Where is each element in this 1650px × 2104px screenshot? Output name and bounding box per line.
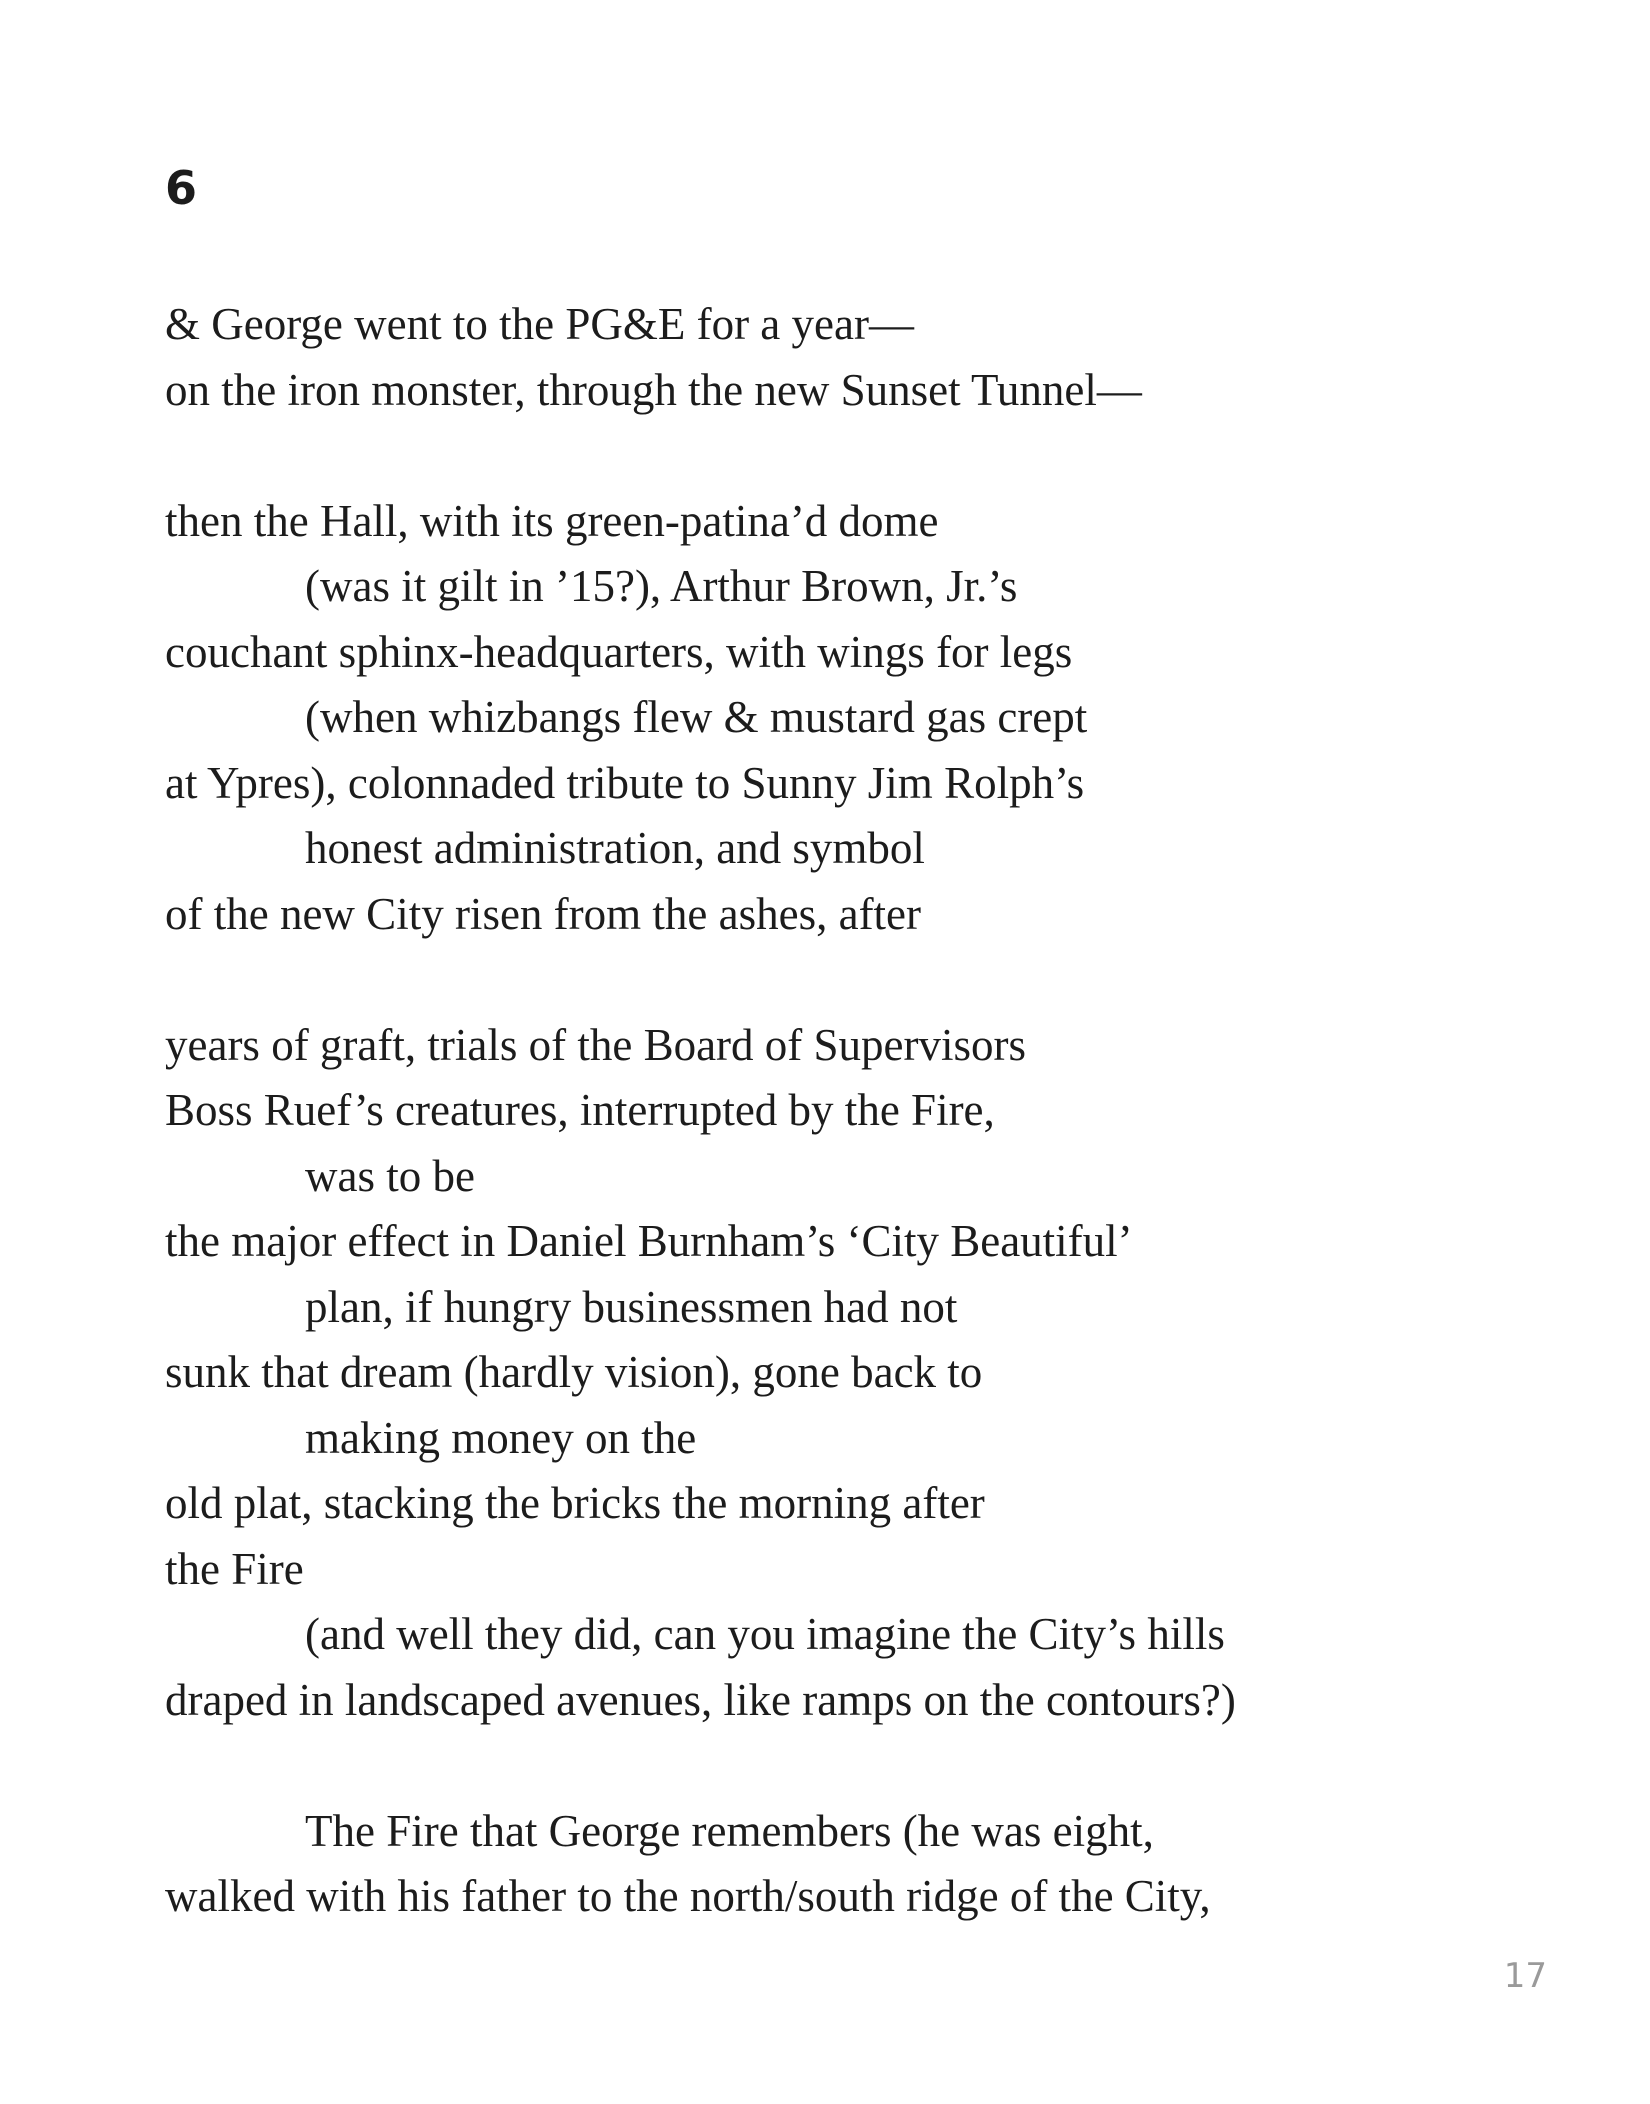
poem-line: Boss Ruef’s creatures, interrupted by the Fire, (165, 1085, 995, 1135)
stanza-break (165, 423, 1465, 489)
poem-line-indented: making money on the (305, 1412, 697, 1463)
poem-line: then the Hall, with its green-patina’d dome (165, 495, 939, 546)
stanza-break (165, 1733, 1465, 1799)
stanza (165, 1013, 1465, 1734)
stanza-break (165, 947, 1465, 1013)
poem-line: at Ypres), colonnaded tribute to Sunny Jim Rolph’s (165, 757, 1085, 808)
poem-line-indented: The Fire that George remembers (he was eight, (305, 1805, 1154, 1856)
poem-line: sunk that dream (hardly vision), gone back to (165, 1347, 983, 1397)
poem-line-indented: honest administration, and symbol (305, 823, 925, 873)
poem-body (165, 292, 1465, 1930)
poem-line: & George went to the PG&E for a year— (165, 299, 914, 349)
poem-line: draped in landscaped avenues, like ramps on the contours?) (165, 1674, 1236, 1725)
poem-line-indented: (was it gilt in ’15?), Arthur Brown, Jr.’s (305, 561, 1018, 611)
poem-line-indented: (and well they did, can you imagine the City’s hills (305, 1609, 1225, 1659)
stanza (165, 489, 1465, 948)
stanza (165, 292, 1465, 423)
poem-line: of the new City risen from the ashes, after (165, 888, 922, 939)
poem-line: walked with his father to the north/south ridge of the City, (165, 1871, 1211, 1921)
poem-line-indented: (when whizbangs flew & mustard gas crept (305, 692, 1088, 742)
stanza (165, 1799, 1465, 1930)
poem-line: the Fire (165, 1543, 304, 1594)
poem-line: couchant sphinx-headquarters, with wings for legs (165, 626, 1073, 677)
poem-line: on the iron monster, through the new Sunset Tunnel— (165, 364, 1142, 415)
page-number: 17 (1503, 1956, 1547, 1996)
poem-line-indented: plan, if hungry businessmen had not (305, 1281, 958, 1332)
section-number: 6 (165, 161, 198, 215)
poem-line-indented: was to be (305, 1150, 475, 1201)
poem-line: years of graft, trials of the Board of Supervisors (165, 1019, 1027, 1070)
poem-line: the major effect in Daniel Burnham’s ‘City Beautiful’ (165, 1216, 1133, 1266)
poem-line: old plat, stacking the bricks the morning after (165, 1478, 985, 1528)
